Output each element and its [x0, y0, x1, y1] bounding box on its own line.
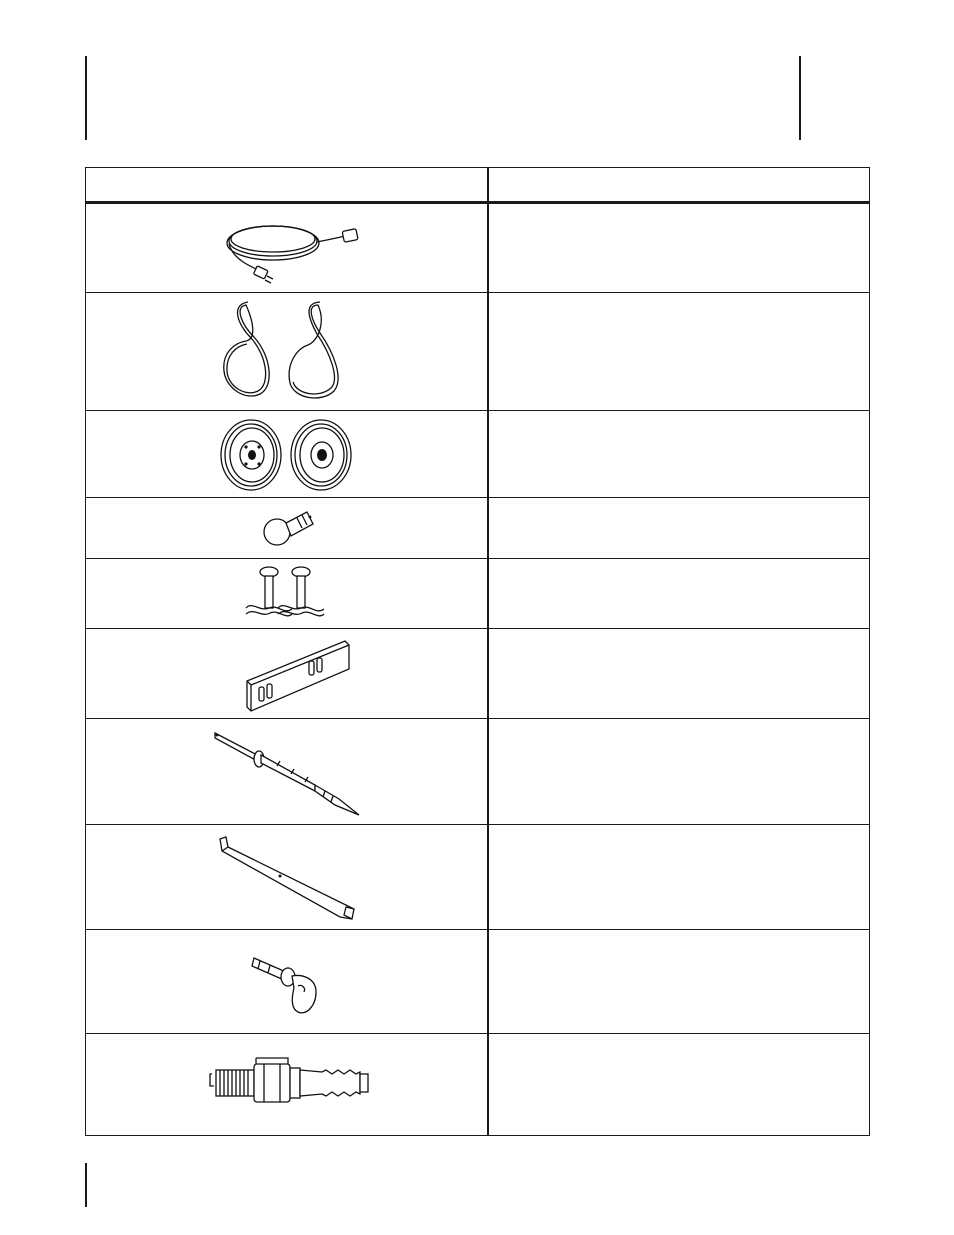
table-row [86, 411, 869, 498]
drive-belts-icon [216, 299, 386, 403]
light-bulb-icon [261, 508, 321, 548]
table-row [86, 293, 869, 411]
table-header [86, 168, 869, 204]
spark-plug-icon [204, 1056, 374, 1112]
part-image-cell [86, 559, 487, 628]
part-image-cell [86, 629, 487, 718]
left-margin-rule-bottom [85, 1163, 87, 1207]
shear-pins-icon [234, 565, 344, 623]
ignition-key-icon [246, 946, 326, 1020]
parts-table [85, 167, 870, 1136]
part-image-cell [86, 825, 487, 929]
part-image-cell [86, 204, 487, 292]
table-row [86, 559, 869, 629]
part-image-cell [86, 411, 487, 497]
extension-cord-icon [211, 214, 371, 284]
description-column-header [489, 168, 869, 201]
part-image-cell [86, 498, 487, 558]
table-row [86, 204, 869, 293]
table-row [86, 1034, 869, 1135]
table-row [86, 629, 869, 719]
table-row [86, 930, 869, 1034]
table-row [86, 825, 869, 930]
part-image-cell [86, 293, 487, 410]
part-image-cell [86, 719, 487, 824]
table-row [86, 719, 869, 825]
scraper-bar-icon [216, 833, 361, 923]
table-row [86, 498, 869, 559]
pulleys-icon [216, 418, 356, 492]
shave-plate-icon [241, 635, 351, 715]
part-image-cell [86, 1034, 487, 1135]
left-margin-rule-top [85, 56, 87, 140]
right-margin-rule-top [799, 56, 801, 140]
part-image-cell [86, 930, 487, 1033]
part-column-header [86, 168, 487, 201]
auger-shaft-icon [211, 725, 366, 820]
